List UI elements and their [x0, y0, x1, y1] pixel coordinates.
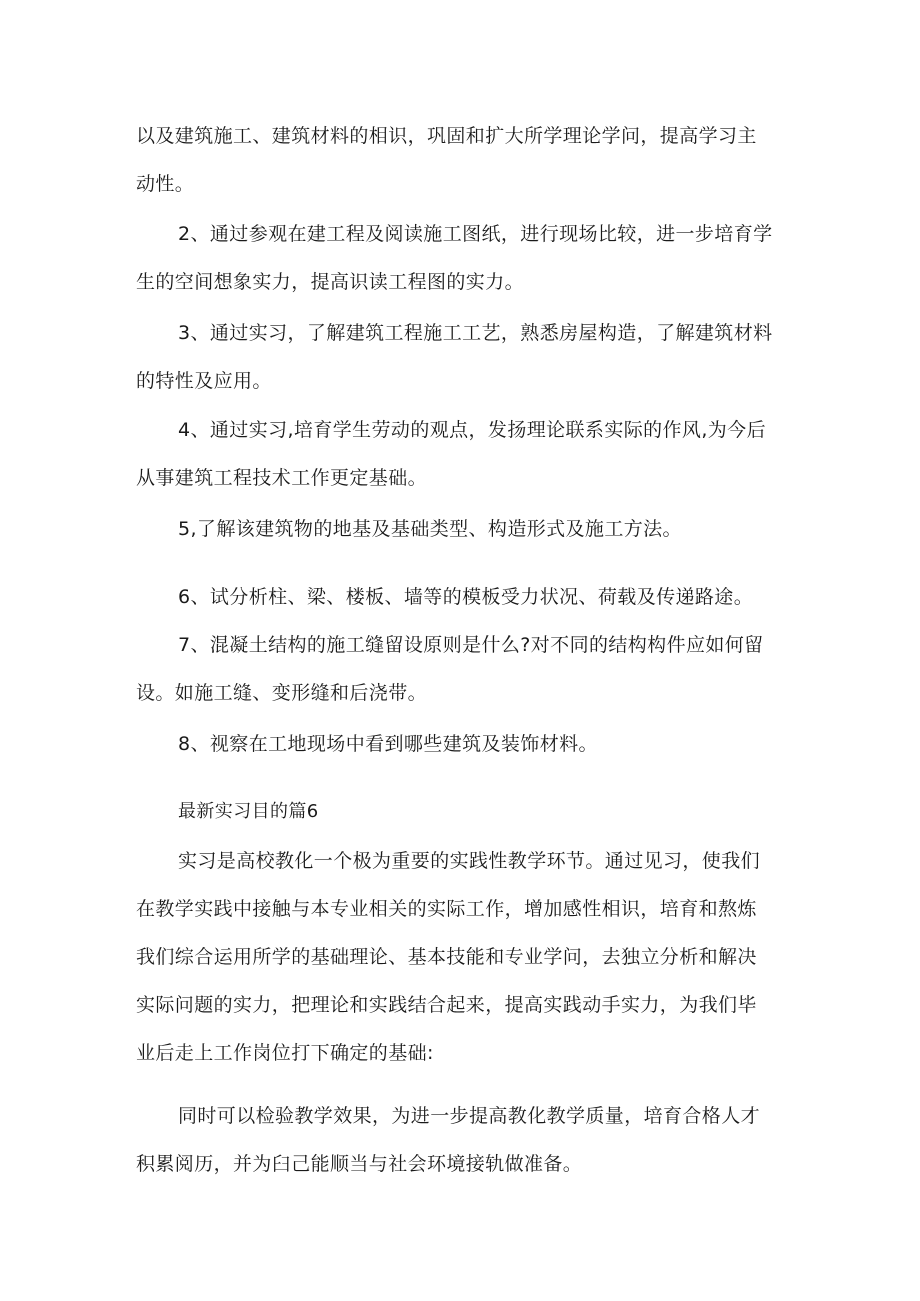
list-item-3: 3、通过实习，了解建筑工程施工工艺，熟悉房屋构造，了解建筑材料 — [178, 322, 773, 344]
list-item-7: 7、混凝土结构的施工缝留设原则是什么?对不同的结构构件应如何留 — [178, 634, 764, 656]
list-item-8: 8、视察在工地现场中看到哪些建筑及装饰材料。 — [178, 733, 598, 755]
text-line: 积累阅历，并为臼己能顺当与社会环境接轨做准备。 — [136, 1153, 583, 1175]
list-item-2: 2、通过参观在建工程及阅读施工图纸，进行现场比较，进一步培育学 — [178, 223, 773, 245]
text-line: 设。如施工缝、变形缝和后浇带。 — [136, 682, 428, 704]
text-line: 业后走上工作岗位打下确定的基础: — [136, 1042, 434, 1064]
text-line: 我们综合运用所学的基础理论、基本技能和专业学问，去独立分析和解决 — [136, 946, 757, 968]
text-line: 在教学实践中接触与本专业相关的实际工作，增加感性相识，培育和熬炼 — [136, 898, 757, 920]
section-heading: 最新实习目的篇6 — [178, 801, 319, 822]
text-line: 生的空间想象实力，提高识读工程图的实力。 — [136, 271, 525, 293]
paragraph-line: 同时可以检验教学效果，为进一步提高教化教学质量，培育合格人才 — [178, 1105, 761, 1127]
list-item-5: 5,了解该建筑物的地基及基础类型、构造形式及施工方法。 — [178, 518, 682, 540]
text-line: 实际问题的实力，把理论和实践结合起来，提高实践动手实力，为我们毕 — [136, 994, 757, 1016]
list-item-6: 6、试分析柱、梁、楼板、墙等的模板受力状况、荷载及传递路途。 — [178, 586, 754, 608]
text-line: 动性。 — [136, 173, 195, 195]
paragraph-line: 实习是高校教化一个极为重要的实践性教学环节。通过见习，使我们 — [178, 850, 761, 872]
text-line: 的特性及应用。 — [136, 370, 272, 392]
text-line: 以及建筑施工、建筑材料的相识，巩固和扩大所学理论学问，提高学习主 — [136, 125, 757, 147]
text-line: 从事建筑工程技术工作更定基础。 — [136, 467, 428, 489]
list-item-4: 4、通过实习,培育学生劳动的观点，发扬理论联系实际的作风,为今后 — [178, 419, 766, 441]
